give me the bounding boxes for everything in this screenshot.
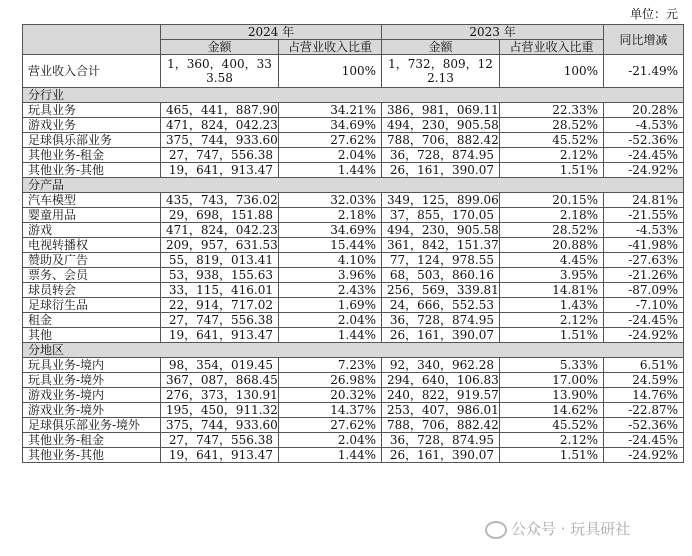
row-label: 其他业务-租金 [23, 148, 161, 163]
share-2024: 2.43% [279, 283, 382, 298]
table-row [23, 388, 684, 403]
table-row [23, 418, 684, 433]
share-2024: 2.18% [279, 208, 382, 223]
amount-2024: 55，819，013.41 [161, 253, 279, 268]
share-2023: 4.45% [500, 253, 604, 268]
row-label: 足球俱乐部业务 [23, 133, 161, 148]
share-2024: 7.23% [279, 358, 382, 373]
share-2023: 14.62% [500, 403, 604, 418]
row-label: 婴童用品 [23, 208, 161, 223]
table-row [23, 448, 684, 463]
amount-2024: 22，914，717.02 [161, 298, 279, 313]
amount-2024: 29，698，151.88 [161, 208, 279, 223]
row-label: 足球俱乐部业务-境外 [23, 418, 161, 433]
yoy-change: -24.92% [604, 448, 684, 463]
watermark [485, 518, 630, 539]
amount-2023: 36，728，874.95 [382, 433, 500, 448]
amount-2023: 361，842，151.37 [382, 238, 500, 253]
share-2023: 13.90% [500, 388, 604, 403]
share-2023: 22.33% [500, 103, 604, 118]
amount-2024: 19，641，913.47 [161, 448, 279, 463]
table-row [23, 118, 684, 133]
row-label: 电视转播权 [23, 238, 161, 253]
row-label: 其他业务-其他 [23, 163, 161, 178]
amount-2023: 240，822，919.57 [382, 388, 500, 403]
amount-2023: 26，161，390.07 [382, 448, 500, 463]
share-2024: 4.10% [279, 253, 382, 268]
total-label: 营业收入合计 [23, 55, 161, 88]
header-blank [23, 25, 161, 55]
share-2024: 27.62% [279, 418, 382, 433]
amount-2023: 788，706，882.42 [382, 133, 500, 148]
amount-2024: 19，641，913.47 [161, 328, 279, 343]
table-row [23, 208, 684, 223]
amount-2024: 375，744，933.60 [161, 418, 279, 433]
amount-2023: 92，340，962.28 [382, 358, 500, 373]
amount-2024: 471，824，042.23 [161, 118, 279, 133]
yoy-change: -24.45% [604, 433, 684, 448]
table-row [23, 133, 684, 148]
row-label: 其他业务-其他 [23, 448, 161, 463]
share-2024: 27.62% [279, 133, 382, 148]
yoy-change: -24.92% [604, 328, 684, 343]
share-2024: 1.44% [279, 328, 382, 343]
row-label: 游戏业务-境外 [23, 403, 161, 418]
yoy-change: -4.53% [604, 118, 684, 133]
yoy-change: -21.55% [604, 208, 684, 223]
section-header-row [23, 343, 684, 358]
row-label: 票务、会员 [23, 268, 161, 283]
header-2023: 2023 年 [382, 25, 604, 40]
share-2023: 17.00% [500, 373, 604, 388]
share-2023: 1.51% [500, 163, 604, 178]
amount-2023: 26，161，390.07 [382, 163, 500, 178]
table-row [23, 103, 684, 118]
share-2023: 45.52% [500, 418, 604, 433]
amount-2023: 26，161，390.07 [382, 328, 500, 343]
header-2024: 2024 年 [161, 25, 382, 40]
table-row [23, 358, 684, 373]
yoy-change: -21.26% [604, 268, 684, 283]
yoy-change: -27.63% [604, 253, 684, 268]
share-2023: 28.52% [500, 118, 604, 133]
section-header-row [23, 88, 684, 103]
unit-label: 单位：元 [629, 7, 678, 21]
total-amount-2024: 1，360，400，333.58 [161, 55, 279, 88]
amount-2024: 471，824，042.23 [161, 223, 279, 238]
share-2024: 34.69% [279, 118, 382, 133]
table-row [23, 253, 684, 268]
amount-2023: 256，569，339.81 [382, 283, 500, 298]
row-label: 足球衍生品 [23, 298, 161, 313]
share-2023: 1.51% [500, 448, 604, 463]
yoy-change: -22.87% [604, 403, 684, 418]
amount-2024: 53，938，155.63 [161, 268, 279, 283]
row-label: 玩具业务-境内 [23, 358, 161, 373]
share-2024: 34.21% [279, 103, 382, 118]
share-2024: 3.96% [279, 268, 382, 283]
yoy-change: -24.92% [604, 163, 684, 178]
amount-2024: 209，957，631.53 [161, 238, 279, 253]
table-row [23, 148, 684, 163]
wechat-icon [485, 521, 507, 539]
section-title: 分产品 [23, 178, 684, 193]
yoy-change: -41.98% [604, 238, 684, 253]
table-row [23, 238, 684, 253]
amount-2023: 24，666，552.53 [382, 298, 500, 313]
share-2023: 2.18% [500, 208, 604, 223]
amount-2024: 195，450，911.32 [161, 403, 279, 418]
share-2023: 5.33% [500, 358, 604, 373]
share-2023: 2.12% [500, 313, 604, 328]
row-label: 其他 [23, 328, 161, 343]
amount-2024: 435，743，736.02 [161, 193, 279, 208]
yoy-change: -4.53% [604, 223, 684, 238]
amount-2024: 27，747，556.38 [161, 433, 279, 448]
share-2023: 2.12% [500, 148, 604, 163]
row-label: 游戏业务 [23, 118, 161, 133]
share-2023: 1.43% [500, 298, 604, 313]
amount-2023: 253，407，986.01 [382, 403, 500, 418]
amount-2023: 37，855，170.05 [382, 208, 500, 223]
table-row [23, 403, 684, 418]
yoy-change: 14.76% [604, 388, 684, 403]
table-row [23, 313, 684, 328]
amount-2024: 33，115，416.01 [161, 283, 279, 298]
header-share-2023: 占营业收入比重 [500, 40, 604, 55]
header-row-years [23, 25, 684, 40]
amount-2023: 36，728，874.95 [382, 313, 500, 328]
amount-2024: 27，747，556.38 [161, 313, 279, 328]
yoy-change: 20.28% [604, 103, 684, 118]
share-2024: 1.44% [279, 163, 382, 178]
table-row [23, 433, 684, 448]
share-2023: 14.81% [500, 283, 604, 298]
amount-2024: 98，354，019.45 [161, 358, 279, 373]
amount-2024: 375，744，933.60 [161, 133, 279, 148]
share-2024: 1.44% [279, 448, 382, 463]
table-row [23, 328, 684, 343]
total-share-2024: 100% [279, 55, 382, 88]
amount-2023: 494，230，905.58 [382, 118, 500, 133]
share-2024: 26.98% [279, 373, 382, 388]
yoy-change: -24.45% [604, 148, 684, 163]
amount-2024: 19，641，913.47 [161, 163, 279, 178]
row-label: 玩具业务-境外 [23, 373, 161, 388]
share-2024: 2.04% [279, 313, 382, 328]
table-row [23, 373, 684, 388]
share-2024: 20.32% [279, 388, 382, 403]
share-2024: 34.69% [279, 223, 382, 238]
table-row [23, 223, 684, 238]
row-label: 其他业务-租金 [23, 433, 161, 448]
row-label: 租金 [23, 313, 161, 328]
row-label: 玩具业务 [23, 103, 161, 118]
yoy-change: -24.45% [604, 313, 684, 328]
row-label: 赞助及广告 [23, 253, 161, 268]
header-share-2024: 占营业收入比重 [279, 40, 382, 55]
amount-2023: 294，640，106.83 [382, 373, 500, 388]
yoy-change: -52.36% [604, 418, 684, 433]
share-2023: 2.12% [500, 433, 604, 448]
total-yoy: -21.49% [604, 55, 684, 88]
revenue-table [22, 24, 684, 463]
share-2024: 32.03% [279, 193, 382, 208]
table-row [23, 298, 684, 313]
amount-2023: 68，503，860.16 [382, 268, 500, 283]
row-label: 球员转会 [23, 283, 161, 298]
yoy-change: -52.36% [604, 133, 684, 148]
amount-2024: 367，087，868.45 [161, 373, 279, 388]
amount-2024: 276，373，130.91 [161, 388, 279, 403]
header-yoy: 同比增减 [604, 25, 684, 55]
share-2024: 2.04% [279, 148, 382, 163]
share-2024: 15.44% [279, 238, 382, 253]
share-2024: 14.37% [279, 403, 382, 418]
share-2024: 1.69% [279, 298, 382, 313]
share-2023: 1.51% [500, 328, 604, 343]
total-row [23, 55, 684, 88]
yoy-change: 6.51% [604, 358, 684, 373]
total-share-2023: 100% [500, 55, 604, 88]
section-title: 分行业 [23, 88, 684, 103]
share-2023: 20.15% [500, 193, 604, 208]
amount-2024: 27，747，556.38 [161, 148, 279, 163]
header-amount-2023: 金额 [382, 40, 500, 55]
section-title: 分地区 [23, 343, 684, 358]
table-row [23, 163, 684, 178]
watermark-text: 公众号 · 玩具研社 [511, 520, 631, 538]
row-label: 游戏业务-境内 [23, 388, 161, 403]
yoy-change: 24.81% [604, 193, 684, 208]
table-row [23, 283, 684, 298]
amount-2023: 494，230，905.58 [382, 223, 500, 238]
share-2023: 28.52% [500, 223, 604, 238]
table-row [23, 268, 684, 283]
yoy-change: -7.10% [604, 298, 684, 313]
yoy-change: 24.59% [604, 373, 684, 388]
amount-2023: 386，981，069.11 [382, 103, 500, 118]
share-2023: 20.88% [500, 238, 604, 253]
amount-2024: 465，441，887.90 [161, 103, 279, 118]
share-2023: 45.52% [500, 133, 604, 148]
header-amount-2024: 金额 [161, 40, 279, 55]
yoy-change: -87.09% [604, 283, 684, 298]
row-label: 游戏 [23, 223, 161, 238]
share-2023: 3.95% [500, 268, 604, 283]
amount-2023: 349，125，899.06 [382, 193, 500, 208]
share-2024: 2.04% [279, 433, 382, 448]
amount-2023: 788，706，882.42 [382, 418, 500, 433]
section-header-row [23, 178, 684, 193]
table-row [23, 193, 684, 208]
amount-2023: 36，728，874.95 [382, 148, 500, 163]
amount-2023: 77，124，978.55 [382, 253, 500, 268]
total-amount-2023: 1，732，809，122.13 [382, 55, 500, 88]
row-label: 汽车模型 [23, 193, 161, 208]
